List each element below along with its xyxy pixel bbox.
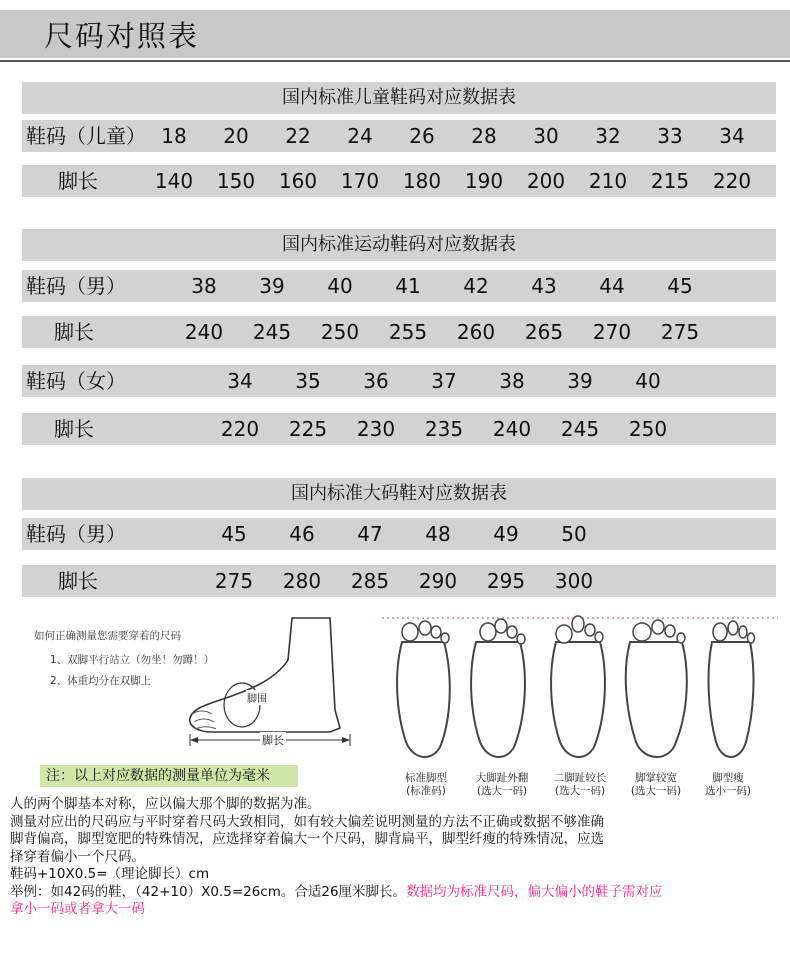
table-cell: 49 — [493, 522, 519, 546]
table-cell: 41 — [395, 274, 421, 298]
note-pink-1: 数据均为标准尺码，偏大偏小的鞋子需对应 — [406, 883, 663, 900]
table-cell: 45 — [221, 522, 247, 546]
table-cell: 225 — [288, 417, 328, 441]
note-example-line — [10, 884, 790, 902]
table-cell: 28 — [471, 124, 497, 148]
note-example: 举例：如42码的鞋，（42+10）X0.5=26cm。合适26厘米脚长。 — [10, 883, 407, 900]
table-cell: 44 — [599, 274, 625, 298]
table-title-large: 国内标准大码鞋对应数据表 — [22, 478, 776, 510]
row-label: 脚长 — [58, 169, 98, 193]
foot-caption-line: 脚型瘦 — [712, 772, 744, 784]
table-cell: 39 — [567, 369, 593, 393]
table-cell: 45 — [667, 274, 693, 298]
foot-caption — [621, 772, 691, 798]
table-cell: 295 — [486, 569, 526, 593]
table-row — [22, 518, 776, 550]
table-title-sports: 国内标准运动鞋码对应数据表 — [22, 229, 776, 261]
foot-outline-long-second-toe — [551, 616, 605, 757]
table-cell: 260 — [456, 320, 496, 344]
table-cell: 24 — [347, 124, 373, 148]
table-cell: 37 — [431, 369, 457, 393]
table-cell: 265 — [524, 320, 564, 344]
foot-outline-standard — [397, 621, 450, 757]
row-label: 鞋码（儿童） — [26, 124, 146, 148]
foot-caption — [391, 772, 461, 798]
foot-caption-line: (标准码) — [406, 785, 446, 797]
table-cell: 215 — [650, 169, 690, 193]
table-cell: 140 — [154, 169, 194, 193]
table-cell: 210 — [588, 169, 628, 193]
unit-note: 注：以上对应数据的测量单位为毫米 — [40, 765, 298, 787]
table-cell: 220 — [712, 169, 752, 193]
table-cell: 35 — [295, 369, 321, 393]
foot-outline-wide — [626, 620, 687, 757]
foot-caption-line: (选大一码) — [476, 785, 528, 797]
foot-caption — [545, 772, 615, 798]
table-cell: 33 — [657, 124, 683, 148]
note-line: 脚背偏高，脚型宽肥的特殊情况，应选择穿着偏大一个尺码，脚背扁平，脚型纤瘦的特殊情况，应选 — [10, 831, 604, 847]
foot-outline-slim — [709, 621, 755, 757]
table-row — [22, 165, 776, 197]
note-line: 人的两个脚基本对称，应以偏大那个脚的数据为准。 — [10, 796, 321, 812]
table-cell: 250 — [320, 320, 360, 344]
table-cell: 275 — [660, 320, 700, 344]
table-cell: 275 — [214, 569, 254, 593]
table-cell: 43 — [531, 274, 557, 298]
table-row — [22, 316, 776, 348]
table-cell: 250 — [628, 417, 668, 441]
note-formula: 鞋码+10X0.5=（理论脚长）cm — [10, 866, 210, 882]
table-cell: 170 — [340, 169, 380, 193]
row-label: 鞋码（男） — [26, 274, 126, 298]
foot-caption — [467, 772, 537, 798]
foot-caption-line: 二脚趾较长 — [553, 772, 607, 784]
table-cell: 300 — [554, 569, 594, 593]
foot-caption-line: (选大一码) — [630, 785, 682, 797]
table-cell: 38 — [499, 369, 525, 393]
table-cell: 220 — [220, 417, 260, 441]
table-row — [22, 413, 776, 445]
table-cell: 190 — [464, 169, 504, 193]
table-cell: 36 — [363, 369, 389, 393]
foot-caption-line: 大脚趾外翻 — [475, 772, 529, 784]
table-cell: 40 — [635, 369, 661, 393]
table-cell: 240 — [184, 320, 224, 344]
table-cell: 160 — [278, 169, 318, 193]
page-title: 尺码对照表 — [44, 19, 200, 53]
table-cell: 280 — [282, 569, 322, 593]
label-length: 脚长 — [262, 734, 284, 747]
row-label: 脚长 — [54, 417, 94, 441]
table-cell: 235 — [424, 417, 464, 441]
table-cell: 245 — [560, 417, 600, 441]
table-cell: 47 — [357, 522, 383, 546]
table-cell: 150 — [216, 169, 256, 193]
table-cell: 38 — [191, 274, 217, 298]
table-cell: 290 — [418, 569, 458, 593]
table-row — [22, 270, 776, 302]
table-cell: 39 — [259, 274, 285, 298]
note-pink-2: 拿小一码或者拿大一码 — [10, 901, 145, 917]
table-cell: 34 — [719, 124, 745, 148]
foot-types-illustration — [380, 612, 780, 772]
note-line: 测量对应出的尺码应与平时穿着尺码大致相同，如有较大偏差说明测量的方法不正确或数据不够准确 — [10, 813, 604, 830]
table-title-children: 国内标准儿童鞋码对应数据表 — [22, 82, 776, 114]
note-line: 择穿着偏小一个尺码。 — [10, 848, 145, 865]
table-cell: 22 — [285, 124, 311, 148]
table-cell: 20 — [223, 124, 249, 148]
table-cell: 180 — [402, 169, 442, 193]
measure-heading: 如何正确测量您需要穿着的尺码 — [34, 630, 181, 642]
table-row — [22, 365, 776, 397]
foot-caption-line: 选小一码) — [704, 785, 752, 797]
table-cell: 30 — [533, 124, 559, 148]
foot-caption — [693, 772, 763, 798]
table-cell: 40 — [327, 274, 353, 298]
header-divider — [0, 60, 790, 62]
table-cell: 285 — [350, 569, 390, 593]
row-label: 脚长 — [58, 569, 98, 593]
row-label: 鞋码（男） — [26, 522, 126, 546]
table-cell: 32 — [595, 124, 621, 148]
table-cell: 34 — [227, 369, 253, 393]
table-cell: 240 — [492, 417, 532, 441]
table-row — [22, 565, 776, 597]
table-cell: 18 — [161, 124, 187, 148]
row-label: 脚长 — [54, 320, 94, 344]
table-cell: 46 — [289, 522, 315, 546]
foot-outline-bunion — [471, 619, 525, 757]
foot-caption-line: 标准脚型 — [405, 772, 447, 784]
measure-step-1: 1、双脚平行站立（勿坐！勿蹲！） — [50, 654, 215, 666]
measure-step-2: 2、体重均分在双脚上 — [50, 675, 152, 687]
table-cell: 230 — [356, 417, 396, 441]
table-row — [22, 120, 776, 152]
notes-block — [10, 796, 790, 919]
table-cell: 50 — [561, 522, 587, 546]
foot-caption-line: (选大一码) — [554, 785, 606, 797]
foot-caption-line: 脚掌较宽 — [635, 772, 677, 784]
row-label: 鞋码（女） — [26, 369, 126, 393]
table-cell: 255 — [388, 320, 428, 344]
table-cell: 270 — [592, 320, 632, 344]
label-girth: 脚围 — [246, 690, 268, 705]
table-cell: 42 — [463, 274, 489, 298]
table-cell: 26 — [409, 124, 435, 148]
table-cell: 200 — [526, 169, 566, 193]
table-cell: 245 — [252, 320, 292, 344]
table-cell: 48 — [425, 522, 451, 546]
